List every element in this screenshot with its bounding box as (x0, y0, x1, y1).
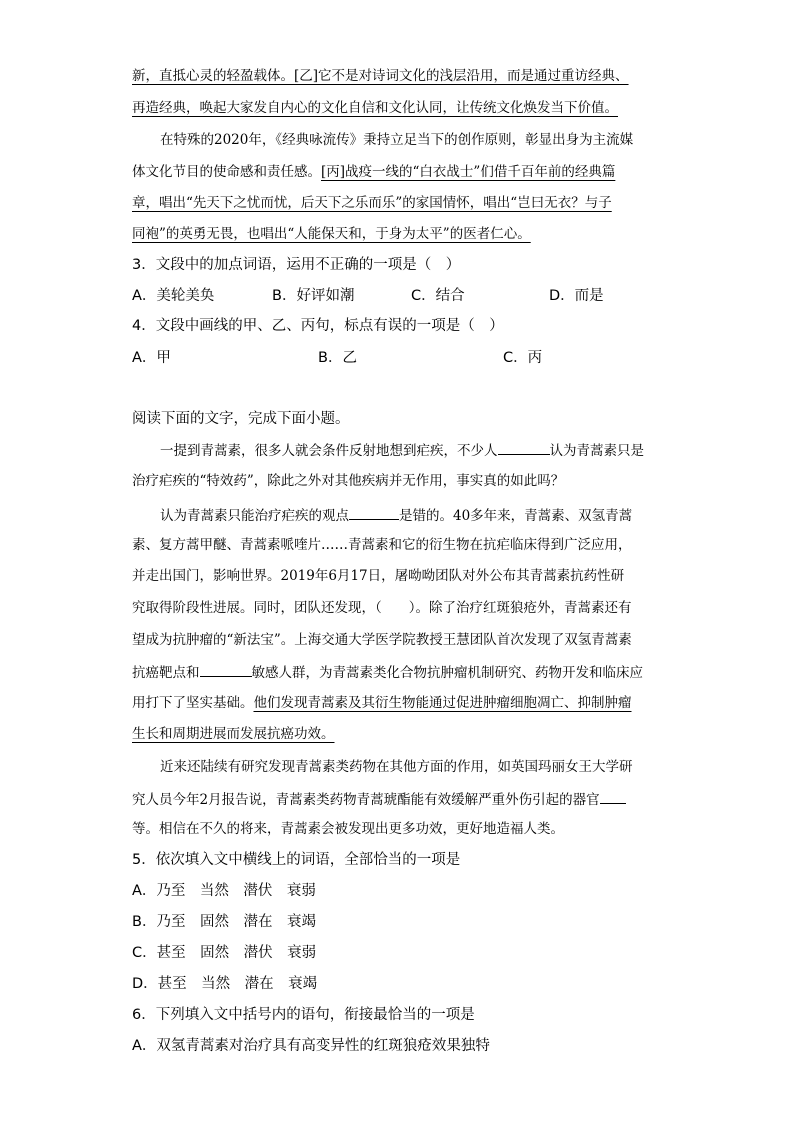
q5-option-c[interactable]: C．甚至 固然 潜伏 衰弱 (132, 945, 317, 961)
passage2-p3-line-2-text: 究人员今年2月报告说，青蒿素类药物青蒿琥酯能有效缓解严重外伤引起的器官 (132, 792, 600, 808)
q4-option-a[interactable]: A．甲 (132, 350, 171, 366)
passage2-p1-line-1b: 认为青蒿素只是 (549, 443, 644, 459)
passage2-p2-line-7b: 他们发现青蒿素及其衍生物能通过促进肿瘤细胞凋亡、抑制肿瘤 (253, 695, 632, 711)
passage2-p2-line-7a: 用打下了坚实基础。 (132, 695, 254, 711)
q4-option-c[interactable]: C．丙 (503, 350, 543, 366)
fill-blank-2[interactable] (349, 505, 399, 520)
q5-option-b[interactable]: B．乃至 固然 潜在 衰竭 (132, 914, 316, 930)
fill-blank-4[interactable] (600, 789, 626, 804)
q3-option-c[interactable]: C．结合 (411, 288, 465, 304)
passage2-p2-line-2: 素、复方蒿甲醚、青蒿素哌喹片……青蒿素和它的衍生物在抗疟临床得到广泛应用， (132, 537, 632, 553)
passage2-p3-line-2 (132, 789, 626, 809)
q5-stem: 5．依次填入文中横线上的词语，全部恰当的一项是 (132, 852, 461, 868)
passage2-p2-line-4: 究取得阶段性进展。同时，团队还发现，（ ）。除了治疗红斑狼疮外，青蒿素还有 (132, 600, 632, 616)
q4-option-b[interactable]: B．乙 (318, 350, 357, 366)
q3-option-d[interactable]: D．而是 (549, 288, 604, 304)
q6-stem: 6．下列填入文中括号内的语句，衔接最恰当的一项是 (132, 1007, 475, 1023)
passage1-line-6: 同袍”的英勇无畏，也唱出“人能保天和，于身为太平”的医者仁心。 (132, 226, 531, 242)
passage2-p2-line-6b: 敏感人群，为青蒿素类化合物抗肿瘤机制研究、药物开发和临床应 (251, 665, 643, 681)
passage2-p2-line-8: 生长和周期进展而发展抗癌功效。 (132, 726, 335, 742)
passage2-p1-line-2: 治疗疟疾的“特效药”，除此之外对其他疾病并无作用，事实真的如此吗？ (132, 473, 565, 489)
passage1-line-4b: [丙]战疫一线的“白衣战士”们借千百年前的经典篇 (321, 164, 616, 180)
passage2-p2-line-3: 并走出国门，影响世界。2019年6月17日，屠呦呦团队对外公布其青蒿素抗药性研 (132, 568, 625, 584)
passage2-p2-line-1 (160, 505, 632, 525)
q5-option-d[interactable]: D．甚至 当然 潜在 衰竭 (132, 976, 318, 992)
passage2-p1-line-1a: 一提到青蒿素，很多人就会条件反射地想到疟疾，不少人 (160, 443, 498, 459)
passage1-line-2: 再造经典，唤起大家发自内心的文化自信和文化认同，让传统文化焕发当下价值。 (132, 100, 618, 116)
passage2-p2-line-1b: 是错的。40多年来，青蒿素、双氢青蒿 (399, 508, 633, 524)
passage1-line-4a: 体文化节目的使命感和责任感。 (132, 164, 321, 180)
passage1-line-4 (132, 163, 615, 181)
passage2-p1-line-1 (160, 440, 644, 460)
q6-option-a[interactable]: A．双氢青蒿素对治疗具有高变异性的红斑狼疮效果独特 (132, 1038, 490, 1054)
passage2-p3-line-1: 近来还陆续有研究发现青蒿素类药物在其他方面的作用，如英国玛丽女王大学研 (160, 759, 633, 775)
q3-option-b[interactable]: B．好评如潮 (272, 288, 355, 304)
passage1-line-5: 章，唱出“先天下之忧而忧，后天下之乐而乐”的家国情怀，唱出“岂曰无衣？与子 (132, 195, 612, 211)
passage2-p2-line-5: 望成为抗肿瘤的“新法宝”。上海交通大学医学院教授王慧团队首次发现了双氢青蒿素 (132, 632, 632, 648)
q3-option-a[interactable]: A．美轮美奂 (132, 288, 215, 304)
passage2-p2-line-7 (132, 694, 632, 712)
q3-stem: 3．文段中的加点词语，运用不正确的一项是（ ） (132, 257, 461, 273)
passage2-p3-line-3: 等。相信在不久的将来，青蒿素会被发现出更多功效，更好地造福人类。 (132, 821, 564, 837)
passage2-p2-line-6 (132, 662, 643, 682)
passage1-line-1: 新，直抵心灵的轻盈载体。[乙]它不是对诗词文化的浅层沿用，而是通过重访经典、 (132, 68, 629, 84)
fill-blank-1[interactable] (498, 440, 550, 455)
reading-intro: 阅读下面的文字，完成下面小题。 (132, 411, 350, 427)
passage2-p2-line-1a: 认为青蒿素只能治疗疟疾的观点 (160, 508, 349, 524)
q4-stem: 4．文段中画线的甲、乙、丙句，标点有误的一项是（ ） (132, 318, 504, 334)
passage2-p2-line-6a: 抗癌靶点和 (132, 665, 200, 681)
q5-option-a[interactable]: A．乃至 当然 潜伏 衰弱 (132, 883, 316, 899)
fill-blank-3[interactable] (200, 662, 252, 677)
passage1-line-3: 在特殊的2020年，《经典咏流传》秉持立足当下的创作原则，彰显出身为主流媒 (160, 132, 634, 148)
